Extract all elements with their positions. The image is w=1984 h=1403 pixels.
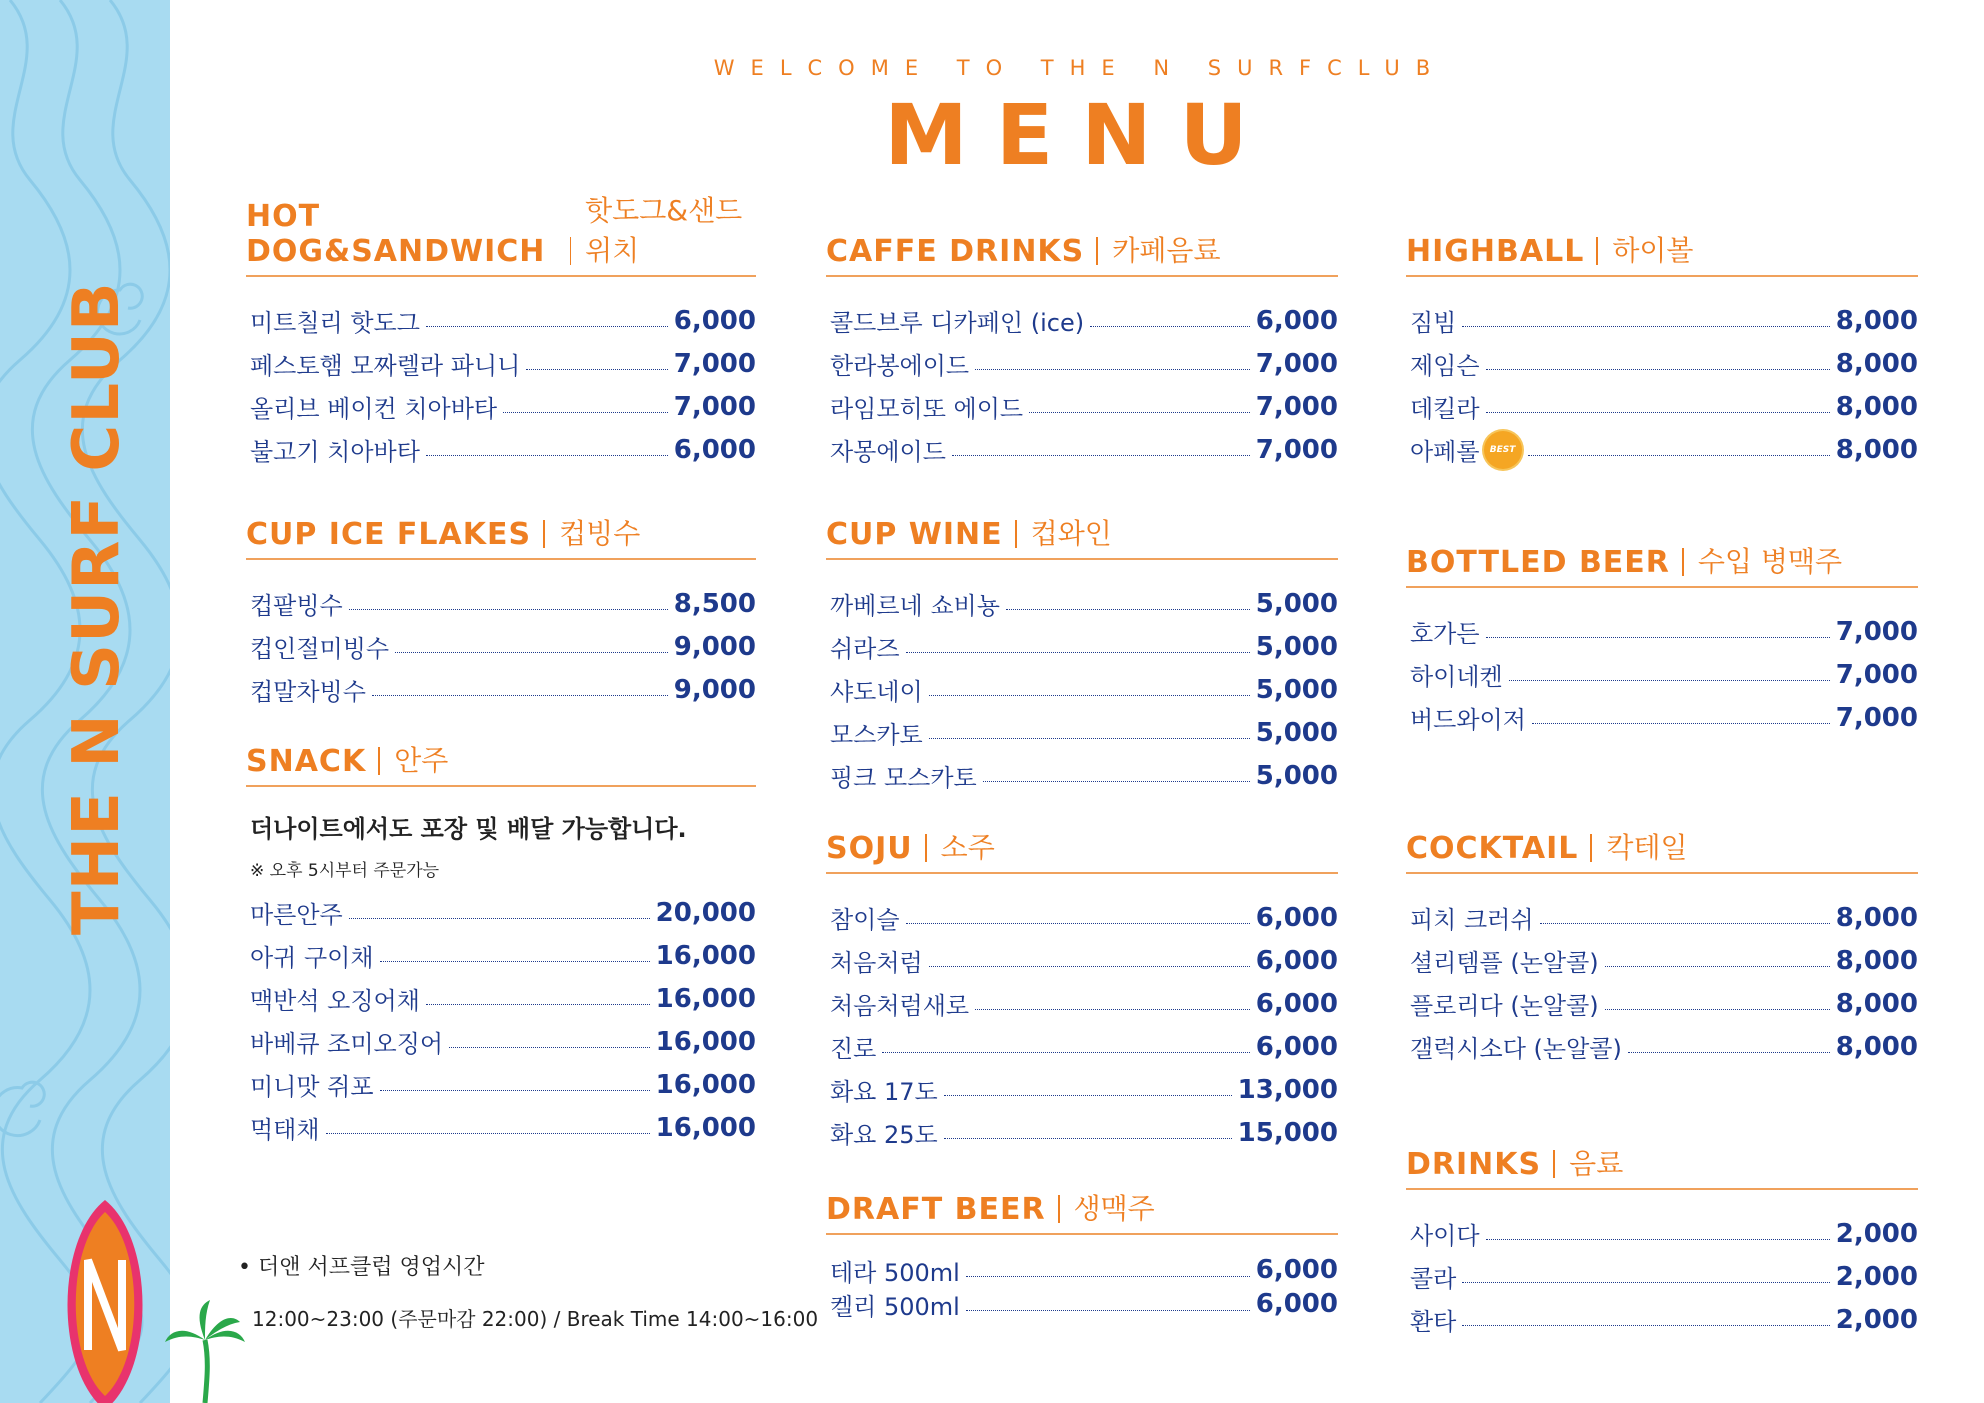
menu-item (246, 385, 756, 428)
page-title: MENU (884, 86, 1276, 184)
divider (1015, 520, 1017, 548)
section-drinks (1406, 1138, 1918, 1341)
divider (1590, 834, 1592, 862)
item-name: 자몽에이드 (830, 438, 946, 466)
item-name: 핑크 모스카토 (830, 764, 977, 792)
section-cocktail (1406, 822, 1918, 1068)
item-name: 컵말차빙수 (250, 678, 366, 706)
menu-item (1406, 939, 1918, 982)
item-price: 6,000 (1255, 305, 1338, 336)
menu-list (1406, 299, 1918, 471)
dot-leader (944, 1138, 1232, 1139)
menu-item (826, 1253, 1338, 1287)
item-price: 8,000 (1835, 348, 1918, 379)
item-name: 콜드브루 디카페인 (ice) (830, 309, 1085, 337)
menu-item (1406, 1298, 1918, 1341)
section-soju (826, 822, 1338, 1154)
menu-item (826, 1111, 1338, 1154)
item-name: 처음처럼새로 (830, 992, 970, 1020)
menu-item (826, 711, 1338, 754)
surfboard-logo-icon (60, 1200, 150, 1403)
section-header (1406, 536, 1918, 588)
item-name: 바베큐 조미오징어 (250, 1030, 444, 1058)
menu-item (246, 668, 756, 711)
menu-item (246, 1020, 756, 1063)
dot-leader (1462, 326, 1829, 327)
hours-title: • 더앤 서프클럽 영업시간 (238, 1255, 485, 1280)
dot-leader (380, 1090, 650, 1091)
dot-leader (1528, 455, 1830, 456)
menu-item (1406, 896, 1918, 939)
item-price: 8,000 (1835, 391, 1918, 422)
dot-leader (1628, 1052, 1830, 1053)
menu-item (1406, 1212, 1918, 1255)
divider (378, 747, 380, 775)
menu-item (1406, 342, 1918, 385)
item-name: 까베르네 쇼비뇽 (830, 592, 1000, 620)
item-name: 환타 (1410, 1308, 1457, 1336)
section-title-ko: 수입 병맥주 (1697, 545, 1843, 578)
dot-leader (975, 1009, 1250, 1010)
item-price: 8,000 (1835, 305, 1918, 336)
item-name: 화요 25도 (830, 1121, 938, 1149)
item-price: 20,000 (655, 897, 756, 928)
section-title-en: BOTTLED BEER (1406, 545, 1670, 580)
item-name: 플로리다 (논알콜) (1410, 992, 1599, 1020)
item-price: 8,500 (673, 588, 756, 619)
menu-item (826, 896, 1338, 939)
item-price: 7,000 (673, 348, 756, 379)
dot-leader (882, 1052, 1249, 1053)
divider (1682, 548, 1684, 576)
section-title-ko: 생맥주 (1073, 1192, 1155, 1225)
delivery-note: 더나이트에서도 포장 및 배달 가능합니다. (250, 815, 687, 843)
divider (570, 237, 572, 265)
section-header (826, 225, 1338, 277)
menu-list (826, 582, 1338, 797)
item-price: 9,000 (673, 674, 756, 705)
dot-leader (966, 1276, 1250, 1277)
menu-item (1406, 299, 1918, 342)
dot-leader (1462, 1282, 1829, 1283)
menu-item (826, 754, 1338, 797)
dot-leader (380, 961, 650, 962)
menu-item (826, 1025, 1338, 1068)
menu-item (1406, 385, 1918, 428)
section-title-ko: 음료 (1569, 1147, 1624, 1180)
palm-tree-icon (165, 1300, 245, 1403)
item-price: 6,000 (673, 434, 756, 465)
section-highball (1406, 225, 1918, 471)
section-title-en: DRINKS (1406, 1147, 1542, 1182)
dot-leader (929, 966, 1250, 967)
dot-leader (1486, 369, 1830, 370)
menu-item (1406, 1025, 1918, 1068)
section-header (246, 508, 756, 560)
item-name: 마른안주 (250, 901, 343, 929)
header-subtitle: WELCOME TO THE N SURFCLUB (713, 56, 1447, 80)
section-cup-wine (826, 508, 1338, 797)
section-title-en: SNACK (246, 744, 367, 779)
section-title-en: CAFFE DRINKS (826, 234, 1085, 269)
item-price: 7,000 (1255, 391, 1338, 422)
menu-item (826, 625, 1338, 668)
section-title-ko: 안주 (394, 744, 449, 777)
section-ice-flakes (246, 508, 756, 711)
menu-item (826, 428, 1338, 471)
menu-item (246, 891, 756, 934)
item-price: 2,000 (1835, 1218, 1918, 1249)
dot-leader (929, 695, 1250, 696)
item-name: 데킬라 (1410, 395, 1480, 423)
hours-detail: 12:00~23:00 (주문마감 22:00) / Break Time 14:00~16:00 (252, 1307, 819, 1331)
item-price: 5,000 (1255, 631, 1338, 662)
dot-leader (1532, 723, 1830, 724)
dot-leader (929, 738, 1250, 739)
dot-leader (1605, 1009, 1830, 1010)
menu-list (1406, 610, 1918, 739)
item-name: 아페롤 (1410, 438, 1480, 466)
section-title-ko: 핫도그&샌드위치 (585, 194, 743, 267)
menu-item (246, 1063, 756, 1106)
section-header (826, 508, 1338, 560)
section-title-en: CUP ICE FLAKES (246, 517, 532, 552)
menu-item (1406, 1255, 1918, 1298)
dot-leader (1605, 966, 1830, 967)
item-price: 15,000 (1237, 1117, 1338, 1148)
item-price: 7,000 (1255, 434, 1338, 465)
section-header (826, 822, 1338, 874)
section-title-ko: 소주 (940, 831, 995, 864)
menu-list (826, 896, 1338, 1154)
section-title-en: DRAFT BEER (826, 1192, 1046, 1227)
item-price: 8,000 (1835, 988, 1918, 1019)
section-bottled-beer (1406, 536, 1918, 739)
dot-leader (426, 455, 668, 456)
item-price: 6,000 (1255, 945, 1338, 976)
dot-leader (526, 369, 667, 370)
dot-leader (503, 412, 668, 413)
section-title-ko: 카페음료 (1112, 234, 1221, 267)
item-price: 16,000 (655, 983, 756, 1014)
section-draft-beer (826, 1183, 1338, 1321)
item-name: 쉬라즈 (830, 635, 900, 663)
item-name: 호가든 (1410, 620, 1480, 648)
menu-item (246, 582, 756, 625)
menu-item (826, 582, 1338, 625)
menu-item (826, 342, 1338, 385)
item-name: 참이슬 (830, 906, 900, 934)
menu-item (826, 385, 1338, 428)
dot-leader (906, 923, 1250, 924)
dot-leader (952, 455, 1250, 456)
item-name: 처음처럼 (830, 949, 923, 977)
divider (1096, 237, 1098, 265)
section-title-en: COCKTAIL (1406, 831, 1579, 866)
item-price: 7,000 (1835, 616, 1918, 647)
item-name: 버드와이저 (1410, 706, 1526, 734)
section-caffe-drinks (826, 225, 1338, 471)
item-price: 2,000 (1835, 1304, 1918, 1335)
menu-item (246, 428, 756, 471)
item-price: 8,000 (1835, 434, 1918, 465)
item-name: 라임모히또 에이드 (830, 395, 1024, 423)
dot-leader (1540, 923, 1830, 924)
item-name: 제임슨 (1410, 352, 1480, 380)
item-price: 5,000 (1255, 717, 1338, 748)
dot-leader (449, 1047, 650, 1048)
item-name: 올리브 베이컨 치아바타 (250, 395, 498, 423)
item-name: 페스토햄 모짜렐라 파니니 (250, 352, 521, 380)
item-name: 화요 17도 (830, 1078, 938, 1106)
dot-leader (1090, 326, 1250, 327)
section-title-ko: 하이볼 (1612, 234, 1694, 267)
dot-leader (944, 1095, 1232, 1096)
item-name: 사이다 (1410, 1222, 1480, 1250)
item-name: 먹태채 (250, 1116, 320, 1144)
item-name: 피치 크러쉬 (1410, 906, 1534, 934)
item-price: 6,000 (1255, 1255, 1338, 1285)
item-price: 7,000 (1835, 702, 1918, 733)
item-name: 맥반석 오징어채 (250, 987, 420, 1015)
section-title-en: HOT DOG&SANDWICH (246, 199, 546, 269)
item-price: 2,000 (1835, 1261, 1918, 1292)
dot-leader (1486, 1239, 1830, 1240)
divider (925, 834, 927, 862)
section-header (1406, 225, 1918, 277)
item-price: 5,000 (1255, 588, 1338, 619)
menu-list (826, 1253, 1338, 1321)
item-name: 갤럭시소다 (논알콜) (1410, 1035, 1622, 1063)
item-name: 샤도네이 (830, 678, 923, 706)
item-price: 6,000 (1255, 1289, 1338, 1319)
item-price: 7,000 (673, 391, 756, 422)
menu-item (826, 299, 1338, 342)
section-hotdog (246, 194, 756, 471)
dot-leader (1462, 1325, 1829, 1326)
item-name: 켈리 500ml (830, 1292, 960, 1321)
divider (1553, 1150, 1555, 1178)
menu-item (246, 1106, 756, 1149)
section-header (826, 1183, 1338, 1235)
section-title-ko: 컵빙수 (559, 517, 641, 550)
item-price: 16,000 (655, 1069, 756, 1100)
menu-list (246, 299, 756, 471)
menu-item (1406, 428, 1918, 471)
menu-list (246, 891, 756, 1149)
section-header (246, 194, 756, 277)
item-price: 5,000 (1255, 674, 1338, 705)
item-price: 13,000 (1237, 1074, 1338, 1105)
section-header (1406, 1138, 1918, 1190)
dot-leader (349, 918, 650, 919)
dot-leader (906, 652, 1250, 653)
menu-item (246, 625, 756, 668)
item-price: 9,000 (673, 631, 756, 662)
dot-leader (983, 781, 1250, 782)
menu-item (826, 939, 1338, 982)
dot-leader (349, 609, 668, 610)
menu-item (1406, 653, 1918, 696)
menu-list (1406, 896, 1918, 1068)
item-name: 짐빔 (1410, 309, 1457, 337)
dot-leader (426, 1004, 650, 1005)
item-price: 8,000 (1835, 902, 1918, 933)
menu-list (826, 299, 1338, 471)
dot-leader (1006, 609, 1250, 610)
business-hours (238, 1250, 818, 1332)
item-price: 16,000 (655, 1026, 756, 1057)
divider (1596, 237, 1598, 265)
best-badge-icon: BEST (1484, 431, 1522, 469)
menu-item (826, 982, 1338, 1025)
dot-leader (1029, 412, 1250, 413)
dot-leader (975, 369, 1250, 370)
item-name: 불고기 치아바타 (250, 438, 420, 466)
item-name: 테라 500ml (830, 1258, 960, 1287)
item-price: 16,000 (655, 940, 756, 971)
section-title-en: SOJU (826, 831, 913, 866)
section-snack (246, 735, 756, 1149)
item-price: 7,000 (1835, 659, 1918, 690)
menu-item (826, 1068, 1338, 1111)
dot-leader (1509, 680, 1830, 681)
menu-item (246, 342, 756, 385)
item-price: 16,000 (655, 1112, 756, 1143)
item-price: 6,000 (1255, 988, 1338, 1019)
menu-item (826, 668, 1338, 711)
item-name: 하이네켄 (1410, 663, 1503, 691)
item-price: 6,000 (1255, 1031, 1338, 1062)
menu-item (1406, 610, 1918, 653)
menu-item (1406, 982, 1918, 1025)
menu-list (1406, 1212, 1918, 1341)
dot-leader (395, 652, 668, 653)
menu-item (246, 934, 756, 977)
item-name: 아귀 구이채 (250, 944, 374, 972)
dot-leader (1486, 637, 1830, 638)
divider (543, 520, 545, 548)
brand-vertical-title: THE N SURF CLUB (60, 281, 134, 935)
dot-leader (372, 695, 668, 696)
section-title-ko: 칵테일 (1606, 831, 1688, 864)
dot-leader (426, 326, 668, 327)
section-title-en: CUP WINE (826, 517, 1003, 552)
section-header (246, 735, 756, 787)
menu-item (246, 299, 756, 342)
item-name: 컵인절미빙수 (250, 635, 390, 663)
item-price: 8,000 (1835, 945, 1918, 976)
item-name: 미트칠리 핫도그 (250, 309, 420, 337)
dot-leader (326, 1133, 650, 1134)
section-title-ko: 컵와인 (1030, 517, 1112, 550)
item-price: 5,000 (1255, 760, 1338, 791)
menu-item (826, 1287, 1338, 1321)
item-price: 7,000 (1255, 348, 1338, 379)
dot-leader (966, 1310, 1250, 1311)
sidebar-panel (0, 0, 170, 1403)
item-name: 미니맛 쥐포 (250, 1073, 374, 1101)
item-price: 6,000 (673, 305, 756, 336)
dot-leader (1486, 412, 1830, 413)
item-name: 컵팥빙수 (250, 592, 343, 620)
item-name: 콜라 (1410, 1265, 1457, 1293)
menu-list (246, 582, 756, 711)
item-name: 셜리템플 (논알콜) (1410, 949, 1599, 977)
section-title-en: HIGHBALL (1406, 234, 1585, 269)
item-name: 모스카토 (830, 721, 923, 749)
menu-item (1406, 696, 1918, 739)
item-price: 8,000 (1835, 1031, 1918, 1062)
item-name: 진로 (830, 1035, 877, 1063)
menu-item (246, 977, 756, 1020)
section-header (1406, 822, 1918, 874)
divider (1058, 1195, 1060, 1223)
item-price: 6,000 (1255, 902, 1338, 933)
order-time-note: ※ 오후 5시부터 주문가능 (250, 861, 440, 881)
item-name: 한라봉에이드 (830, 352, 970, 380)
